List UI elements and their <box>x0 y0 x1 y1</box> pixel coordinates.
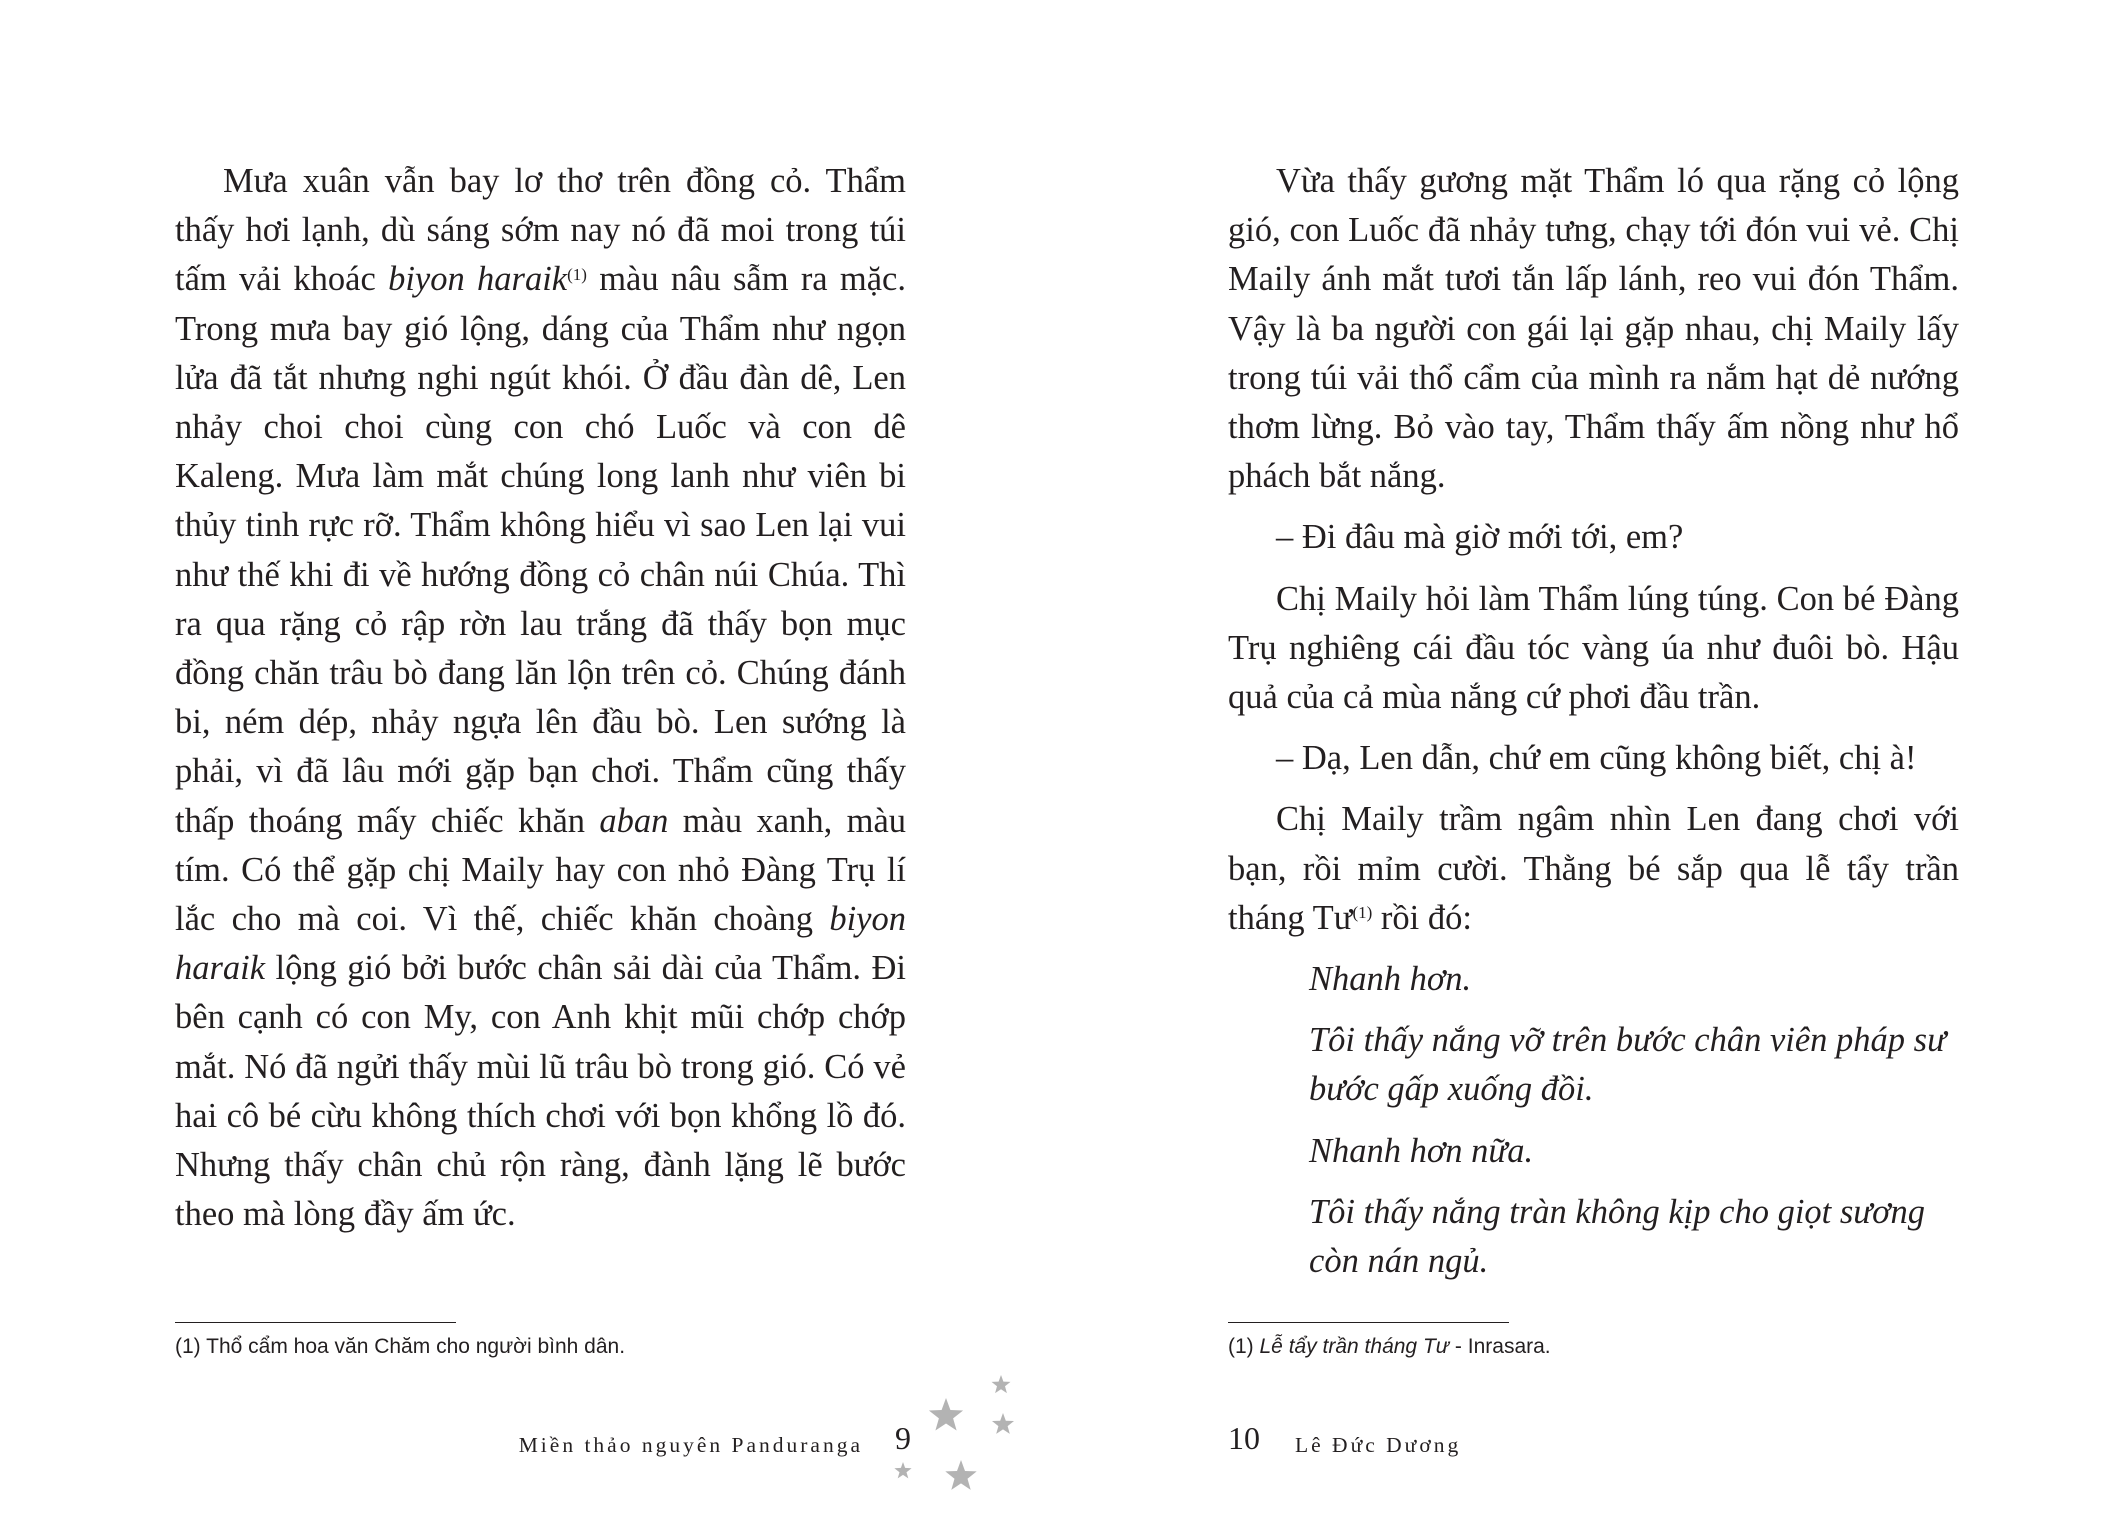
dialogue-line: – Dạ, Len dẫn, chứ em cũng không biết, chị à! <box>1276 739 1917 778</box>
verse-line: Nhanh hơn. <box>1309 960 1472 999</box>
footnote-rule <box>1228 1322 1509 1323</box>
right-paragraph: Vừa thấy gương mặt Thẩm ló qua rặng cỏ lộng gió, con Luốc đã nhảy tưng, chạy tới đón vui vẻ. Chị Maily ánh mắt tươi tắn lấp lánh, reo vui đón Thẩm. Vậy là ba người con gái lại gặp nhau, chị Maily lấy trong túi vải thổ cẩm của mình ra nắm hạt dẻ nướng thơm lừng. Bỏ vào tay, Thẩm thấy ấm nồng như hổ phách bắt nắng. <box>1228 162 1959 496</box>
star-icon <box>929 1398 963 1431</box>
footnote-rule <box>175 1322 456 1323</box>
footnote: (1) Lễ tẩy trần tháng Tư - Inrasara. <box>1228 1335 1551 1358</box>
left-body-text <box>175 157 906 1239</box>
star-icon <box>992 1413 1014 1434</box>
running-title: Miền thảo nguyên Panduranga <box>518 1433 863 1457</box>
left-paragraph: Mưa xuân vẫn bay lơ thơ trên đồng cỏ. Thẩm thấy hơi lạnh, dù sáng sớm nay nó đã moi trong túi tấm vải khoác biyon haraik$^{(1)}$ màu nâu sẫm ra mặc. Trong mưa bay gió lộng, dáng của Thẩm như ngọn lửa đã tắt nhưng nghi ngút khói. Ở đầu đàn dê, Len nhảy choi choi cùng con chó Luốc và con dê Kaleng. Mưa làm mắt chúng long lanh như viên bi thủy tinh rực rỡ. Thẩm không hiểu vì sao Len lại vui như thế khi đi về hướng đồng cỏ chân núi Chúa. Thì ra qua rặng cỏ rập rờn lau trắng đã thấy bọn mục đồng chăn trâu bò đang lăn lộn trên cỏ. Chúng đánh bi, ném dép, nhảy ngựa lên đầu bò. Len sướng là phải, vì đã lâu mới gặp bạn chơi. Thẩm cũng thấy thấp thoáng mấy chiếc khăn aban màu xanh, màu tím. Có thể gặp chị Maily hay con nhỏ Đàng Trụ lí lắc cho mà coi. Vì thế, chiếc khăn choàng biyon haraik lộng gió bởi bước chân sải dài của Thẩm. Đi bên cạnh có con My, con Anh khịt mũi chớp chớp mắt. Nó đã ngửi thấy mùi lũ trâu bò trong gió. Có vẻ hai cô bé cừu không thích chơi với bọn khổng lồ đó. Nhưng thấy chân chủ rộn ràng, đành lặng lẽ bước theo mà lòng đầy ấm ức. <box>175 162 907 1234</box>
star-icon <box>894 1462 911 1478</box>
star-icon <box>992 1375 1011 1393</box>
term-biyon-haraik: biyon haraik <box>175 900 906 988</box>
footnote-ref: (1) <box>1352 903 1373 923</box>
stars-icon <box>885 1375 1045 1505</box>
footnote-ref: (1) <box>567 264 587 284</box>
term-aban: aban <box>599 801 669 840</box>
star-icon <box>945 1460 976 1490</box>
dialogue-line: – Đi đâu mà giờ mới tới, em? <box>1276 518 1684 557</box>
page-number: 9 <box>895 1420 911 1456</box>
verse-line: Tôi thấy nắng tràn không kịp cho giọt sương còn nán ngủ. <box>1309 1192 1926 1281</box>
verse-line: Tôi thấy nắng vỡ trên bước chân viên pháp sư bước gấp xuống đồi. <box>1309 1021 1946 1109</box>
term-biyon-haraik: biyon haraik <box>388 260 568 299</box>
right-page <box>1055 0 2111 1528</box>
verse-line: Nhanh hơn nữa. <box>1309 1131 1534 1170</box>
footnote: (1) Thổ cẩm hoa văn Chăm cho người bình dân. <box>175 1335 626 1358</box>
right-paragraph: Chị Maily trầm ngâm nhìn Len đang chơi với bạn, rồi mỉm cười. Thằng bé sắp qua lễ tẩy trần tháng $Tư^{(1)}$ rồi đó: <box>1228 800 1959 937</box>
right-body-text <box>1228 157 1959 1286</box>
right-paragraph: Chị Maily hỏi làm Thẩm lúng túng. Con bé Đàng Trụ nghiêng cái đầu tóc vàng úa như đuôi bò. Hậu quả của cả mùa nắng cứ phơi đầu trần. <box>1228 579 1959 717</box>
left-page <box>0 0 1055 1528</box>
running-title: Lê Đức Dương <box>1295 1433 1462 1457</box>
page-number: 10 <box>1228 1420 1260 1456</box>
